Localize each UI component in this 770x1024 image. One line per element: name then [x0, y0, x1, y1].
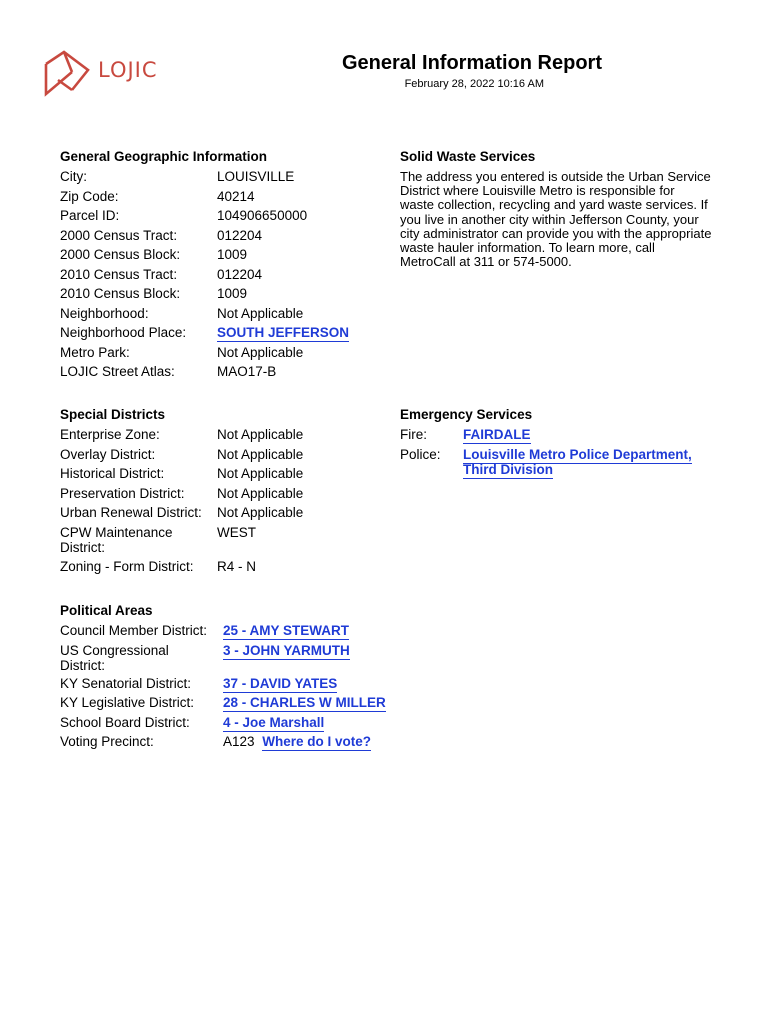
- report-title: General Information Report: [341, 52, 602, 74]
- council-district-link[interactable]: 25 - AMY STEWART: [223, 623, 350, 638]
- emergency-heading: Emergency Services: [400, 407, 533, 422]
- row-value: 1009: [217, 286, 248, 301]
- row-value: 40214: [217, 188, 255, 204]
- political-heading: Political Areas: [60, 603, 153, 618]
- row-label: Urban Renewal District:: [60, 505, 202, 520]
- row-value: Not Applicable: [217, 427, 304, 442]
- waste-section: [400, 149, 720, 269]
- geo-heading: General Geographic Information: [60, 149, 268, 164]
- row-label: CPW Maintenance District:: [60, 524, 173, 555]
- row-label: Voting Precinct:: [60, 734, 154, 749]
- row-value: LOUISVILLE: [217, 169, 295, 184]
- row-value: R4 - N: [217, 558, 257, 574]
- row-label: Preservation District:: [60, 485, 185, 501]
- congressional-district-link[interactable]: 3 - JOHN YARMUTH: [223, 642, 350, 658]
- row-value: 1009: [217, 247, 248, 262]
- row-value: 104906650000: [217, 208, 308, 223]
- police-link-line2[interactable]: Third Division: [463, 461, 554, 477]
- police-label: Police:: [400, 446, 441, 462]
- row-value: Not Applicable: [217, 305, 304, 321]
- row-label: School Board District:: [60, 714, 190, 730]
- lojic-logo: [42, 46, 182, 100]
- waste-text: The address you entered is outside the Urban Service District where Louisville Metro is responsible for waste collection, recycling and yard waste services. If you live in another city within Jefferson County, your city administrator can provide you with the appropriate waste hauler information. To learn more, call MetroCall at 311 or 574-5000.: [400, 169, 712, 270]
- row-value: WEST: [217, 524, 256, 540]
- logo-text: LOJIC: [98, 58, 158, 82]
- row-label: Neighborhood Place:: [60, 325, 187, 340]
- row-label: Overlay District:: [60, 446, 156, 462]
- fire-link[interactable]: FAIRDALE: [463, 427, 531, 442]
- row-label: LOJIC Street Atlas:: [60, 364, 175, 379]
- row-value: Not Applicable: [217, 466, 304, 481]
- row-label: Council Member District:: [60, 623, 208, 638]
- where-do-i-vote-link[interactable]: Where do I vote?: [262, 734, 372, 749]
- row-label: City:: [60, 169, 87, 184]
- row-value: 012204: [217, 227, 263, 243]
- lojic-logo-icon: [42, 46, 94, 100]
- row-label: 2010 Census Block:: [60, 286, 181, 301]
- row-label: Zoning - Form District:: [60, 558, 194, 574]
- geo-section: [60, 149, 380, 379]
- row-value: Not Applicable: [217, 446, 304, 462]
- fire-label: Fire:: [400, 427, 427, 442]
- row-label: Parcel ID:: [60, 208, 120, 223]
- row-label: Neighborhood:: [60, 305, 149, 321]
- row-label: 2000 Census Block:: [60, 247, 181, 262]
- row-label: KY Legislative District:: [60, 695, 195, 710]
- row-value: Not Applicable: [217, 344, 304, 360]
- row-value: 012204: [217, 266, 263, 282]
- senatorial-district-link[interactable]: 37 - DAVID YATES: [223, 675, 338, 691]
- legislative-district-link[interactable]: 28 - CHARLES W MILLER: [223, 695, 386, 710]
- row-label: 2000 Census Tract:: [60, 227, 178, 243]
- row-label: US Congressional District:: [60, 642, 169, 673]
- row-label: Enterprise Zone:: [60, 427, 160, 442]
- row-label: Zip Code:: [60, 188, 119, 204]
- special-heading: Special Districts: [60, 407, 166, 422]
- row-value: Not Applicable: [217, 505, 304, 520]
- waste-heading: Solid Waste Services: [400, 149, 536, 164]
- row-label: Metro Park:: [60, 344, 130, 360]
- row-value: MAO17-B: [217, 364, 277, 379]
- neighborhood-place-link[interactable]: SOUTH JEFFERSON: [217, 325, 350, 340]
- row-label: 2010 Census Tract:: [60, 266, 178, 282]
- row-label: KY Senatorial District:: [60, 675, 192, 691]
- school-board-link[interactable]: 4 - Joe Marshall: [223, 714, 325, 730]
- report-date: February 28, 2022 10:16 AM: [404, 78, 544, 90]
- row-label: Historical District:: [60, 466, 165, 481]
- voting-precinct-value: A123: [223, 734, 255, 749]
- police-link[interactable]: Louisville Metro Police Department,: [463, 446, 692, 462]
- political-section: [60, 603, 386, 749]
- special-section: [60, 407, 380, 574]
- row-value: Not Applicable: [217, 485, 304, 501]
- emergency-section: [400, 407, 720, 477]
